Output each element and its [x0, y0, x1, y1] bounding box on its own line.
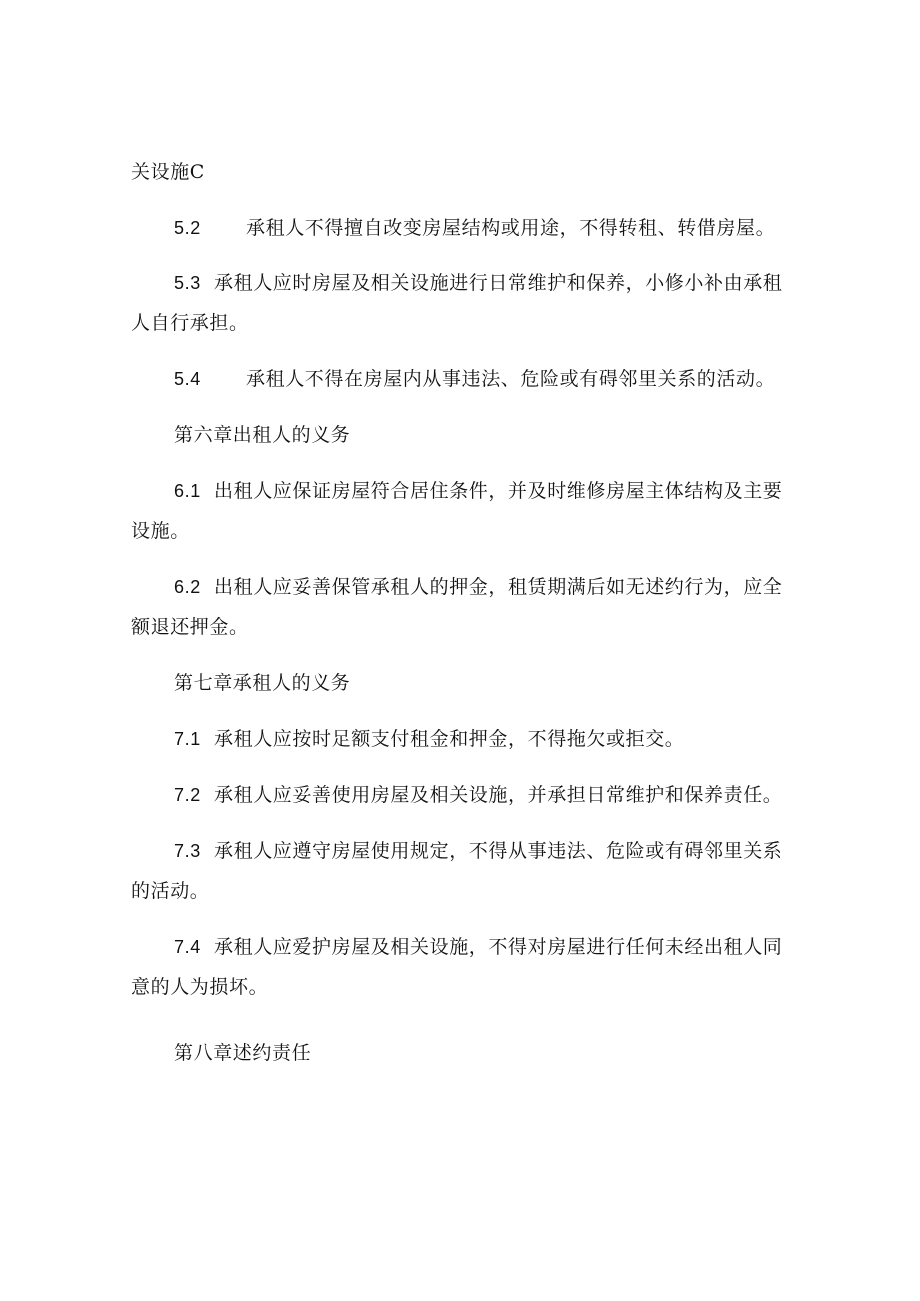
clause-5-3	[131, 271, 844, 295]
continuation-text: 关设施C	[131, 161, 205, 183]
clause-6-2-continuation: 额退还押金。	[131, 616, 249, 638]
clause-7-4-continuation: 意的人为损坏。	[131, 976, 269, 998]
clause-6-2	[131, 575, 844, 599]
clause-text: 出租人应妥善保管承租人的押金，租赁期满后如无述约行为，应全	[214, 576, 783, 598]
clause-number: 7.1	[174, 729, 201, 749]
clause-number: 6.2	[174, 577, 201, 597]
clause-text: 承租人应时房屋及相关设施进行日常维护和保养，小修小补由承租	[214, 272, 783, 294]
clause-text: 承租人应爱护房屋及相关设施，不得对房屋进行任何未经出租人同	[214, 936, 783, 958]
clause-text: 承租人应按时足额支付租金和押金，不得拖欠或拒交。	[214, 728, 685, 750]
clause-7-4	[131, 935, 844, 959]
clause-number: 5.3	[174, 273, 201, 293]
clause-number: 7.4	[174, 937, 201, 957]
clause-5-2	[131, 216, 844, 240]
clause-7-1	[131, 727, 844, 751]
chapter-heading: 第八章述约责任	[174, 1042, 312, 1064]
clause-6-1-continuation: 设施。	[131, 520, 190, 542]
clause-7-2	[131, 783, 844, 807]
clause-number: 7.2	[174, 785, 201, 805]
clause-text: 承租人不得擅自改变房屋结构或用途，不得转租、转借房屋。	[246, 217, 776, 239]
clause-text: 承租人不得在房屋内从事违法、危险或有碍邻里关系的活动。	[246, 368, 776, 390]
clause-6-1	[131, 479, 844, 503]
clause-text: 出租人应保证房屋符合居住条件，并及时维修房屋主体结构及主要	[214, 480, 783, 502]
clause-text: 承租人应妥善使用房屋及相关设施，并承担日常维护和保养责任。	[214, 784, 783, 806]
chapter-heading: 第七章承租人的义务	[174, 672, 351, 694]
clause-number: 5.2	[174, 218, 201, 238]
chapter-heading: 第六章出租人的义务	[174, 424, 351, 446]
clause-number: 7.3	[174, 841, 201, 861]
clause-text: 承租人应遵守房屋使用规定，不得从事违法、危险或有碍邻里关系	[214, 840, 783, 862]
clause-7-3	[131, 839, 844, 863]
clause-7-3-continuation: 的活动。	[131, 880, 210, 902]
clause-5-3-continuation: 人自行承担。	[131, 312, 249, 334]
clause-5-4	[131, 367, 844, 391]
clause-number: 5.4	[174, 369, 201, 389]
clause-number: 6.1	[174, 481, 201, 501]
